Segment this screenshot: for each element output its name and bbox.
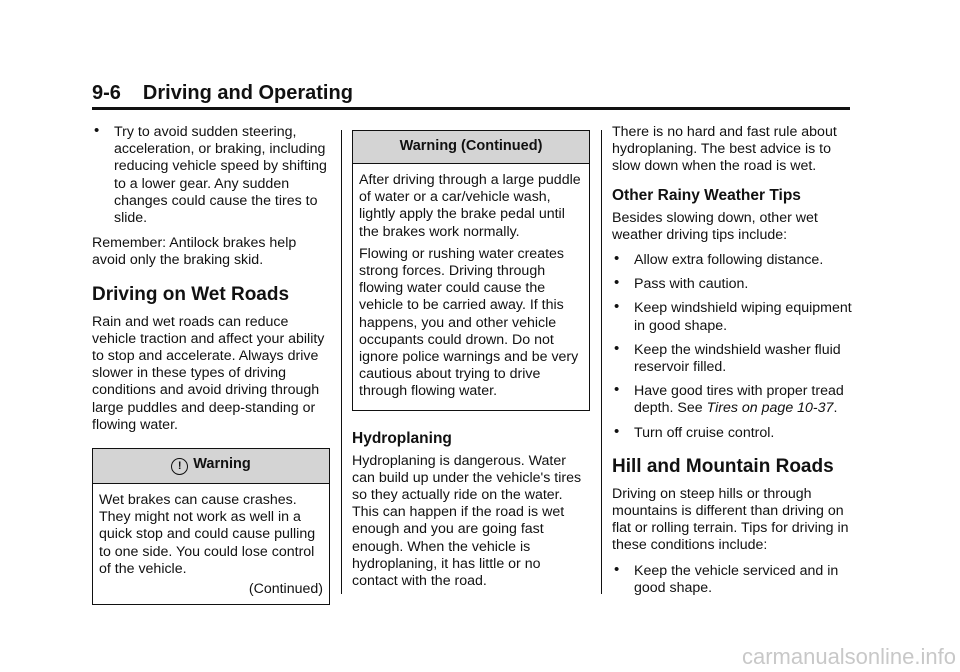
column-divider	[341, 130, 342, 594]
column-1	[92, 124, 330, 613]
list-item: • Turn off cruise control.	[614, 422, 775, 441]
bullet-icon: •	[614, 274, 620, 292]
column-2	[352, 124, 590, 598]
column-divider	[601, 130, 602, 594]
page-header	[92, 80, 850, 106]
sub-heading: Hydroplaning	[352, 429, 452, 447]
warning-box-continued	[352, 130, 590, 411]
paragraph: Hydroplaning is dangerous. Water can build up under the vehicle's tires so they actually ride on the water. This can happen if the road is wet enough and you are going fast enough. When the vehicle is hydroplaning, it has little or no contact with the road.	[352, 452, 582, 590]
paragraph: Besides slowing down, other wet weather driving tips include:	[612, 209, 818, 243]
list-item: • Keep the vehicle serviced and in good shape.	[614, 560, 839, 596]
bullet-list	[612, 560, 856, 597]
bullet-icon: •	[614, 560, 620, 578]
watermark: carmanualsonline.info	[741, 644, 956, 669]
paragraph: Rain and wet roads can reduce vehicle traction and affect your ability to stop and accelerate. Always drive slower in these types of driving conditions and avoid driving through large puddles and deep-standing or flowing water.	[92, 313, 325, 433]
paragraph: There is no hard and fast rule about hydroplaning. The best advice is to slow down when the road is wet.	[612, 124, 837, 175]
header-rule	[92, 107, 850, 110]
list-item: • Keep windshield wiping equipment in good shape.	[614, 298, 852, 334]
bullet-list	[612, 252, 856, 442]
bullet-icon: •	[94, 122, 100, 139]
continued-label: (Continued)	[248, 581, 323, 598]
warning-text: Flowing or rushing water creates strong forces. Driving through flowing water could cause the vehicle to be carried away. If this happens, you and other vehicle occupants could drown. Do not ignore police warnings and be very cautious about trying to drive through flowing water.	[359, 245, 579, 400]
list-item: • Have good tires with proper tread depth. See Tires on page 10-37.	[614, 381, 844, 417]
bullet-icon: •	[614, 339, 620, 357]
list-item: • Try to avoid sudden steering, acceleration, or braking, including reducing vehicle speed by shifting to a lower gear. Any sudden changes could cause the tires to slide.	[94, 122, 327, 227]
paragraph: Driving on steep hills or through mountains is different than driving on flat or rolling terrain. Tips for driving in these conditions include:	[612, 485, 849, 554]
section-title: Driving and Operating	[142, 82, 353, 104]
list-item: • Pass with caution.	[614, 274, 749, 293]
bullet-icon: •	[614, 422, 620, 440]
warning-text: Wet brakes can cause crashes. They might not work as well in a quick stop and could cause pulling to one side. You could lose control of the vehicle.	[99, 492, 316, 577]
cross-reference-link[interactable]: Tires on page 10-37	[706, 400, 834, 417]
column-3	[612, 124, 856, 605]
warning-header: Warning (Continued)	[353, 131, 589, 164]
list-item: • Keep the windshield washer fluid reservoir filled.	[614, 339, 841, 376]
warning-body	[353, 164, 589, 410]
warning-icon: !	[171, 458, 188, 475]
section-heading: Hill and Mountain Roads	[612, 455, 834, 477]
page-number: 9-6	[92, 82, 121, 104]
paragraph: Remember: Antilock brakes help avoid only the braking skid.	[92, 235, 297, 269]
bullet-icon: •	[614, 298, 620, 316]
warning-text: After driving through a large puddle of water or a car/vehicle wash, lightly apply the brake pedal until the brakes work normally.	[359, 172, 581, 240]
section-heading: Driving on Wet Roads	[92, 283, 290, 305]
bullet-icon: •	[614, 381, 620, 399]
warning-box	[92, 448, 330, 605]
list-item: • Allow extra following distance.	[614, 250, 824, 269]
sub-heading: Other Rainy Weather Tips	[612, 186, 801, 204]
bullet-list	[92, 124, 330, 227]
warning-header: ! Warning	[93, 449, 329, 484]
bullet-icon: •	[614, 250, 620, 268]
warning-body	[93, 484, 329, 604]
